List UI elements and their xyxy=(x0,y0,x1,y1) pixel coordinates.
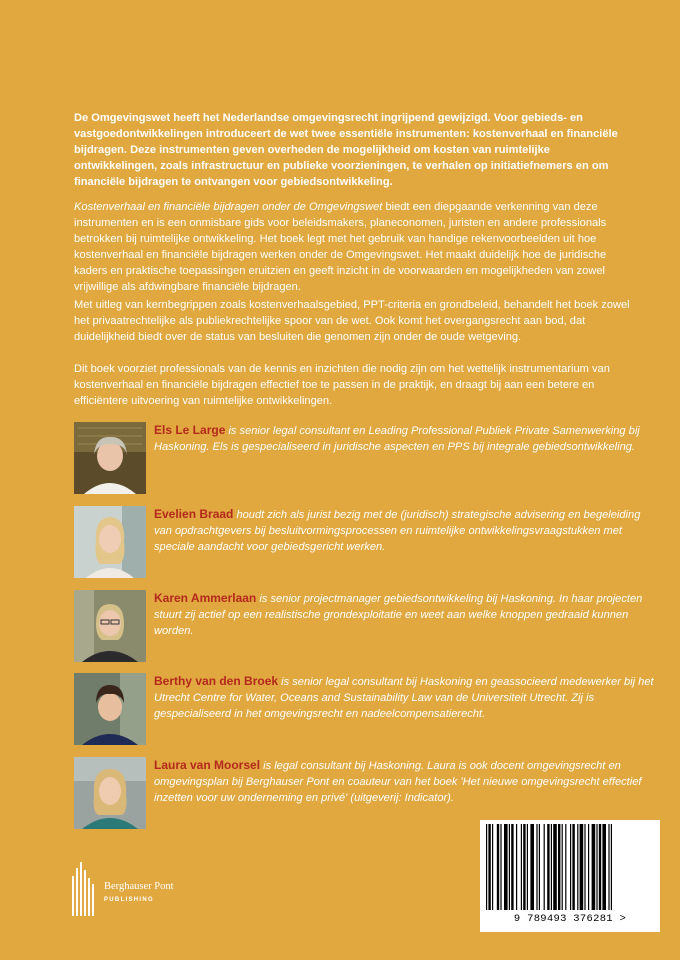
author-bio-text: is senior legal consultant bij Haskoning en geassocieerd medewerker bij het Utrecht Centre for Water, Oceans and Sustainability Law van de Universiteit Utrecht. Zij is gespecialiseerd in het omgevingsrecht en nadeelcompensatierecht. xyxy=(154,676,654,720)
author-photo xyxy=(74,673,146,745)
author-name: Laura van Moorsel xyxy=(154,758,261,772)
author-block xyxy=(74,673,654,747)
barcode-bar xyxy=(551,824,552,910)
barcode-bar xyxy=(584,824,585,910)
book-title-italic: Kostenverhaal en financiële bijdragen onder de Omgevingswet xyxy=(74,201,383,213)
barcode-bar xyxy=(608,824,609,910)
intro-paragraph: De Omgevingswet heeft het Nederlandse omgevingsrecht ingrijpend gewijzigd. Voor gebieds- en vastgoedontwikkelingen introduceert de wet twee essentiële instrumenten: kostenverhaal en financiële bijdragen. Deze instrumenten geven overheden de mogelijkheid om kosten van ruimtelijke ontwikkelingen, zoals infrastructuur en publieke voorzieningen, te verhalen op initiatiefnemers en om financiële bijdragen te ontvangen voor gebiedsontwikkeling. xyxy=(74,112,618,188)
barcode-bar xyxy=(580,824,584,910)
barcode-bar xyxy=(504,824,508,910)
barcode-bar xyxy=(596,824,597,910)
barcode-bar xyxy=(558,824,560,910)
barcode-bar xyxy=(516,824,517,910)
barcode-bar xyxy=(511,824,513,910)
barcode-bar xyxy=(611,824,612,910)
author-bio xyxy=(154,590,654,639)
author-name: Berthy van den Broek xyxy=(154,674,279,688)
author-bio-text: houdt zich als jurist bezig met de (juridisch) strategische advisering en begeleiding van opdrachtgevers bij besluitvormingsprocessen en ruimtelijke ontwikkelingsvraagstukken met speciale aandacht voor gebiedsgericht werken. xyxy=(154,509,641,553)
barcode-bar xyxy=(521,824,522,910)
barcode-bar xyxy=(553,824,557,910)
barcode-bar xyxy=(547,824,549,910)
barcode-bar xyxy=(544,824,545,910)
author-bio xyxy=(154,506,654,555)
publisher-logo xyxy=(72,862,232,918)
author-bio xyxy=(154,673,654,722)
barcode-bar xyxy=(570,824,571,910)
author-block xyxy=(74,590,654,664)
author-bio xyxy=(154,422,654,455)
author-name: Karen Ammerlaan xyxy=(154,591,257,605)
barcode-bar xyxy=(602,824,606,910)
author-photo xyxy=(74,422,146,494)
author-name: Els Le Large xyxy=(154,423,226,437)
barcode-bar xyxy=(592,824,596,910)
author-bio-text: is senior projectmanager gebiedsontwikkeling bij Haskoning. In haar projecten stuurt zij actief op een realistische grondexploitatie en weet aan welke knoppen gedraaid kunnen worden. xyxy=(154,593,643,637)
author-block xyxy=(74,506,654,580)
barcode-bar xyxy=(509,824,510,910)
publisher-logo-icon xyxy=(72,862,98,918)
barcode-bars xyxy=(480,824,660,914)
barcode-bar xyxy=(492,824,493,910)
description-paragraph-1 xyxy=(74,199,634,295)
author-bio xyxy=(154,757,654,806)
barcode-bar xyxy=(539,824,540,910)
author-photo xyxy=(74,506,146,578)
barcode-bar xyxy=(572,824,574,910)
barcode-bar xyxy=(562,824,563,910)
barcode-bar xyxy=(497,824,499,910)
isbn-barcode xyxy=(480,820,660,932)
author-photo xyxy=(74,590,146,662)
barcode-bar xyxy=(486,824,487,910)
barcode-bar xyxy=(536,824,537,910)
description-paragraph-2: Met uitleg van kernbegrippen zoals kostenverhaalsgebied, PPT-criteria en grondbeleid, behandelt het boek zowel het privaatrechtelijke als publiekrechtelijke spoor van de wet. Ook komt het overgangsrecht aan bod, dat duidelijkheid biedt over de status van besluiten die genomen zijn onder de oude wetgeving. xyxy=(74,299,630,343)
barcode-bar xyxy=(599,824,601,910)
barcode-bar xyxy=(530,824,534,910)
barcode-bar xyxy=(527,824,528,910)
barcode-bar xyxy=(500,824,501,910)
publisher-name: Berghauser Pont xyxy=(104,881,174,892)
author-photo xyxy=(74,757,146,829)
barcode-bar xyxy=(565,824,566,910)
barcode-bar xyxy=(588,824,589,910)
isbn-number: 9 789493 376281 > xyxy=(513,913,627,925)
description-paragraph-3: Dit boek voorziet professionals van de kennis en inzichten die nodig zijn om het wettelijk instrumentarium van kostenverhaal en financiële bijdragen effectief toe te passen in de praktijk, en draagt bij aan een betere en efficiëntere uitvoering van ruimtelijke ontwikkelingen. xyxy=(74,363,610,407)
author-name: Evelien Braad xyxy=(154,507,234,521)
publisher-subtitle: PUBLISHING xyxy=(104,897,155,903)
barcode-bar xyxy=(523,824,525,910)
author-bio-text: is legal consultant bij Haskoning. Laura is ook docent omgevingsrecht en omgevingsplan bij Berghauser Pont en coauteur van het boek 'Het nieuwe omgevingsrecht effectief inzetten voor uw onderneming en privé' (uitgeverij: Indicator). xyxy=(154,760,642,804)
barcode-bar xyxy=(577,824,578,910)
description-paragraph-1-text: biedt een diepgaande verkenning van deze instrumenten en is een onmisbare gids voor beleidsmakers, planeconomen, juristen en andere professionals betrokken bij ruimtelijke ontwikkeling. Het boek legt met het gebruik van handige rekenvoorbeelden uit hoe kostenverhaal en financiële bijdragen werken onder de Omgevingswet. Het maakt duidelijk hoe de juridische kaders en praktische toepassingen eruitzien en geeft inzicht in de voorwaarden en mogelijkheden van zowel vrijwillige als afdwingbare financiële bijdragen. xyxy=(74,201,607,293)
author-block xyxy=(74,422,654,496)
barcode-bar xyxy=(488,824,490,910)
author-bio-text: is senior legal consultant en Leading Professional Publiek Private Samenwerking bij Haskoning. Els is gespecialiseerd in juridische aspecten en PPS bij integrale gebiedsontwikkeling. xyxy=(154,425,640,453)
